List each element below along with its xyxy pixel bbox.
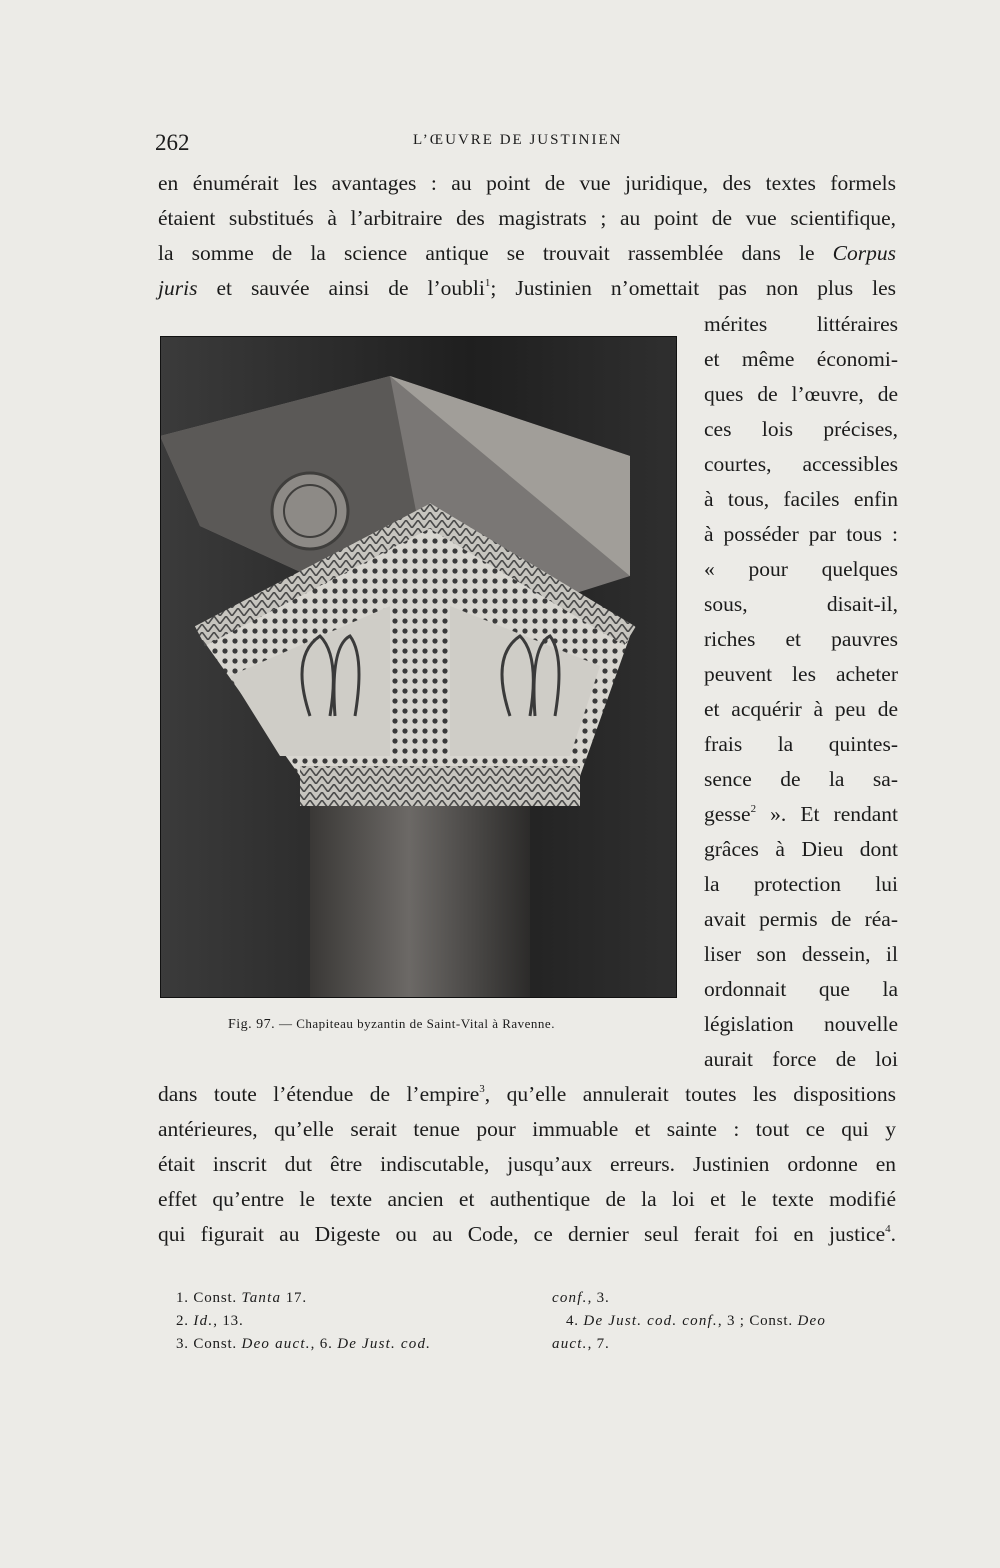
- byzantine-capital-illustration: [160, 336, 677, 998]
- text-line: peuvent les acheter: [704, 662, 898, 686]
- footnote-2: 2. Id., 13.: [176, 1313, 244, 1329]
- text-line: sous, disait-il,: [704, 592, 898, 616]
- figure-image-capital: [160, 336, 677, 998]
- text-line: la somme de la science antique se trouvait rassemblée dans le Corpus: [158, 241, 896, 265]
- text-line: courtes, accessibles: [704, 452, 898, 476]
- text-line: la protection lui: [704, 872, 898, 896]
- page-header: [155, 130, 900, 160]
- footnote-1: 1. Const. Tanta 17.: [176, 1290, 307, 1306]
- footnote-ref: 2: [750, 803, 757, 815]
- text-line: aurait force de loi: [704, 1047, 898, 1071]
- text-line: et même économi-: [704, 347, 898, 371]
- footnote-4: 4. De Just. cod. conf., 3 ; Const. Deo: [566, 1313, 827, 1329]
- text-line: législation nouvelle: [704, 1012, 898, 1036]
- text-line: liser son dessein, il: [704, 942, 898, 966]
- text-line: mérites littéraires: [704, 312, 898, 336]
- text-line: grâces à Dieu dont: [704, 837, 898, 861]
- running-title: L’ŒUVRE DE JUSTINIEN: [413, 132, 623, 148]
- text-line: frais la quintes-: [704, 732, 898, 756]
- figure-caption-text: — Chapiteau byzantin de Saint-Vital à Ravenne.: [278, 1016, 555, 1031]
- footnote-ref: 4: [885, 1223, 891, 1235]
- text-line: riches et pauvres: [704, 627, 898, 651]
- figure-caption: [228, 1016, 555, 1033]
- text-line: antérieures, qu’elle serait tenue pour immuable et sainte : tout ce qui y: [158, 1117, 896, 1141]
- text-line: à posséder par tous :: [704, 522, 898, 546]
- text-line: et acquérir à peu de: [704, 697, 898, 721]
- footnote-ref: 3: [479, 1083, 485, 1095]
- text-line: en énumérait les avantages : au point de vue juridique, des textes formels: [158, 171, 896, 195]
- text-line: qui figurait au Digeste ou au Code, ce dernier seul ferait foi en justice$^4$.: [158, 1222, 896, 1246]
- page-number: 262: [155, 130, 190, 155]
- text-line: gesse$^2$ ». Et rendant: [704, 802, 898, 826]
- text-line: sence de la sa-: [704, 767, 898, 791]
- text-line: ordonnait que la: [704, 977, 898, 1001]
- text-line: effet qu’entre le texte ancien et authentique de la loi et le texte modifié: [158, 1187, 896, 1211]
- footnote-3-continuation: conf., 3.: [552, 1290, 610, 1306]
- text-line: à tous, faciles enfin: [704, 487, 898, 511]
- text-line: étaient substitués à l’arbitraire des magistrats ; au point de vue scientifique,: [158, 206, 896, 230]
- figure-label: Fig. 97.: [228, 1017, 276, 1032]
- text-line: était inscrit dut être indiscutable, jusqu’aux erreurs. Justinien ordonne en: [158, 1152, 896, 1176]
- footnote-3: 3. Const. Deo auct., 6. De Just. cod.: [176, 1336, 432, 1352]
- text-line: avait permis de réa-: [704, 907, 898, 931]
- text-line: juris et sauvée ainsi de l’oubli$^1$; Justinien n’omettait pas non plus les: [158, 276, 896, 300]
- text-line: ces lois précises,: [704, 417, 898, 441]
- text-line: dans toute l’étendue de l’empire$^3$, qu’elle annulerait toutes les dispositions: [158, 1082, 896, 1106]
- footnote-4-continuation: auct., 7.: [552, 1336, 610, 1352]
- text-line: « pour quelques: [704, 557, 898, 581]
- text-line: ques de l’œuvre, de: [704, 382, 898, 406]
- footnote-ref: 1: [484, 277, 491, 289]
